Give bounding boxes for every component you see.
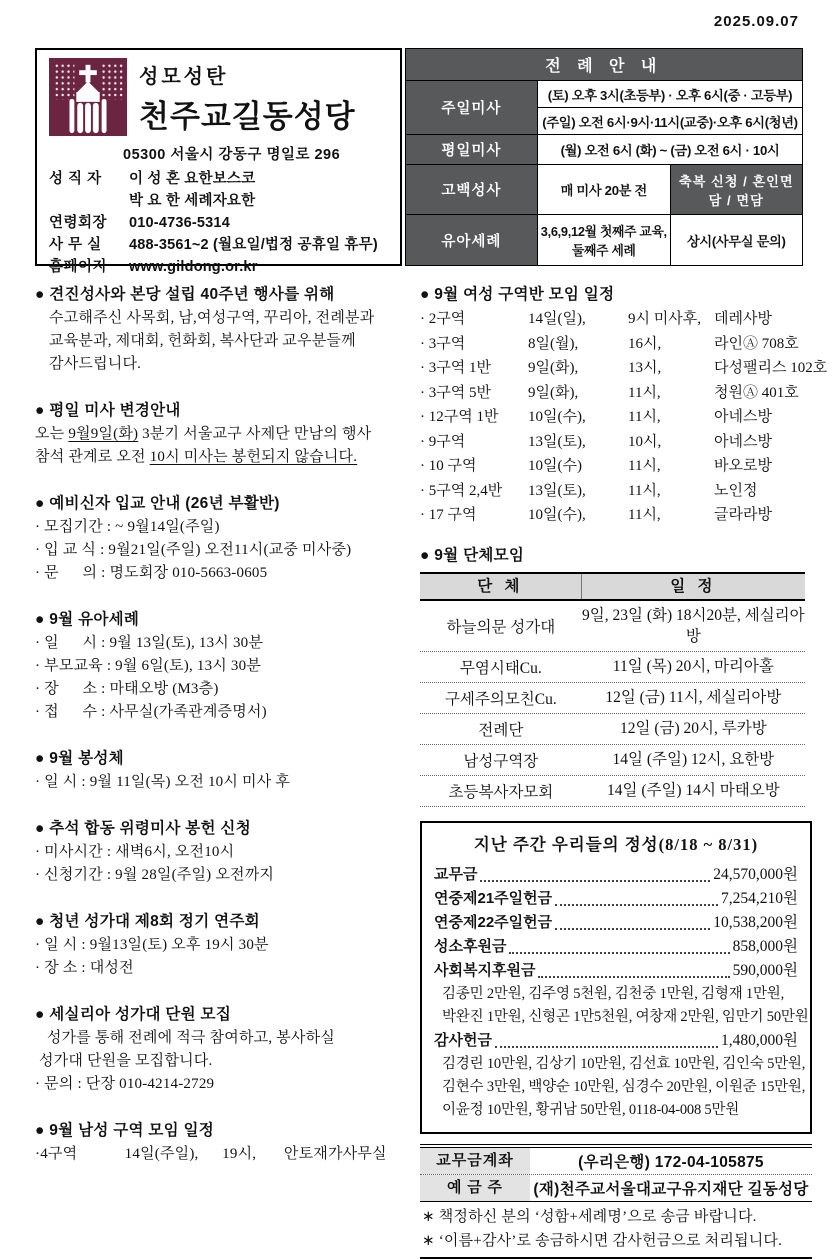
info-value: 488-3561~2 (월요일/법정 공휴일 휴무) — [129, 237, 378, 253]
section-title: ● 세실리아 성가대 단원 모집 — [35, 1006, 232, 1023]
time: 9시 미사후, — [628, 311, 701, 327]
section-line: 성가를 통해 전례에 적극 참여하고, 봉사하실 — [35, 1030, 335, 1046]
section-line: · 신청기간 : 9월 28일(주일) 오전까지 — [35, 867, 275, 883]
infant-baptism-note: 상시(사무실 문의) — [670, 215, 802, 266]
time: 11시, — [628, 409, 661, 425]
offering-label: 사회복지후원금 — [434, 961, 536, 979]
offering-row — [434, 935, 798, 959]
offering-row — [434, 887, 798, 911]
section-youth-choir-concert — [35, 910, 420, 980]
group-name: 전례단 — [478, 721, 524, 739]
offering-title: 지난 주간 우리들의 정성(8/18 ~ 8/31) — [473, 834, 759, 854]
offering-amount: 590,000원 — [732, 961, 798, 979]
donor-line: 김현수 3만원, 백양순 10만원, 심경수 20만원, 이원준 15만원, — [442, 1078, 806, 1095]
section-title: ● 9월 단체모임 — [420, 546, 525, 564]
table-row — [420, 601, 805, 652]
leader-dots — [538, 976, 729, 978]
section-cecilia-choir — [35, 1003, 420, 1096]
district: · 17 구역 — [420, 507, 477, 523]
account-note: ∗ ‘이름+감사’로 송금하시면 감사헌금으로 처리됩니다. — [422, 1232, 783, 1249]
date: 10일(수) — [528, 458, 582, 474]
section-title: ● 9월 여성 구역반 모임 일정 — [420, 286, 615, 303]
section-catechumen — [35, 492, 420, 585]
date: 8일(월), — [528, 335, 579, 352]
account-notes — [420, 1202, 812, 1259]
col-header-schedule: 일 정 — [670, 577, 717, 595]
account-holder: (재)천주교서울대교구유지재단 길동성당 — [533, 1180, 809, 1198]
group-name: 하늘의문 성가대 — [446, 618, 556, 636]
section-infant-baptism — [35, 608, 420, 724]
text-plain: 오는 — [35, 426, 69, 442]
place: 노인정 — [714, 482, 758, 499]
mass-schedule-table — [405, 48, 803, 266]
sunday-mass-sun: (주일) 오전 6시·9시·11시(교중)·오후 6시(청년) — [538, 108, 803, 135]
church-identity — [49, 58, 390, 136]
place: 바오로방 — [714, 458, 772, 474]
section-line: 교육분과, 제대회, 헌화회, 복사단과 교우분들께 — [49, 333, 356, 349]
time: 11시, — [628, 507, 661, 523]
info-value: 박 요 한 세례자요한 — [129, 193, 256, 209]
district: · 2구역 — [420, 311, 466, 327]
section-line: · 입 교 식 : 9월21일(주일) 오전11시(교중 미사중) — [35, 542, 352, 558]
section-line — [35, 423, 420, 446]
date: 14일(일), — [528, 311, 586, 327]
left-column — [35, 283, 420, 1189]
section-line: 성가대 단원을 모집합니다. — [35, 1053, 213, 1069]
district: · 3구역 5반 — [420, 384, 491, 401]
blessing-value: 축복 신청 / 혼인면담 / 면담 — [670, 164, 802, 215]
section-line: · 문의 : 단장 010-4214-2729 — [35, 1076, 215, 1092]
women-row — [420, 307, 812, 332]
place: 글라라방 — [714, 507, 772, 523]
leader-dots — [480, 880, 710, 882]
section-line: · 장 소 : 대성전 — [35, 960, 134, 976]
section-line: · 미사시간 : 새벽6시, 오전10시 — [35, 844, 235, 860]
district: · 5구역 2,4반 — [420, 482, 503, 499]
homepage-url: www.gildong.or.kr — [129, 259, 258, 275]
section-title: ● 예비신자 입교 안내 (26년 부활반) — [35, 495, 280, 512]
leader-dots — [555, 904, 718, 906]
section-title: ● 추석 합동 위령미사 봉헌 신청 — [35, 820, 251, 837]
women-row — [420, 479, 812, 504]
weekly-offering-box — [420, 821, 812, 1134]
district: · 12구역 1반 — [420, 409, 499, 425]
section-communion — [35, 747, 420, 794]
section-line: · 장 소 : 마태오방 (M3층) — [35, 681, 219, 697]
women-row — [420, 332, 812, 357]
group-schedule: 11일 (목) 20시, 마리아홀 — [612, 658, 774, 675]
section-line: · 문 의 : 명도회장 010-5663-0605 — [35, 565, 268, 581]
donor-line: 김경린 10만원, 김상기 10만원, 김선효 10만원, 김인숙 5만원, — [442, 1055, 806, 1072]
table-row — [420, 714, 805, 745]
group-schedule: 9일, 23일 (화) 18시20분, 세실리아방 — [582, 606, 805, 645]
section-line: 감사드립니다. — [49, 356, 142, 372]
issue-date: 2025.09.07 — [713, 13, 799, 30]
sunday-mass-label: 주일미사 — [405, 81, 537, 135]
time: 13시, — [628, 360, 662, 376]
time: 11시, — [628, 458, 661, 474]
church-name: 천주교길동성당 — [139, 99, 356, 134]
section-women-district — [420, 283, 828, 528]
date: 13일(토), — [528, 482, 586, 499]
text-plain: 3분기 서울교구 사제단 만남의 행사 — [138, 426, 372, 442]
info-value: 010-4736-5314 — [129, 215, 230, 231]
section-line: · 일 시 : 9월 11일(목) 오전 10시 미사 후 — [35, 774, 291, 790]
info-row-priest2 — [49, 190, 390, 212]
section-title: ● 평일 미사 변경안내 — [35, 402, 181, 419]
time: 10시, — [628, 433, 662, 450]
donor-line: 박완진 1만원, 신형곤 1만5천원, 여창재 2만원, 임만기 50만원 — [442, 1008, 809, 1025]
table-header — [420, 572, 805, 601]
account-label: 교무금계좌 — [420, 1148, 530, 1174]
info-row-homepage — [49, 256, 390, 278]
church-logo-icon — [49, 58, 127, 136]
account-row — [420, 1175, 812, 1202]
info-label: 연령회장 — [49, 215, 108, 231]
leader-dots — [509, 952, 729, 954]
group-name: 구세주의모친Cu. — [444, 690, 557, 708]
offering-row — [434, 959, 798, 983]
time: 16시, — [628, 335, 662, 352]
group-schedule: 14일 (주일) 14시 마태오방 — [606, 782, 780, 799]
offering-amount: 1,480,000원 — [721, 1031, 798, 1049]
women-row — [420, 430, 812, 455]
table-row — [420, 652, 805, 683]
sunday-mass-sat: (토) 오후 3시(초등부) · 오후 6시(중 · 고등부) — [538, 81, 803, 108]
women-row — [420, 381, 812, 406]
right-column — [420, 283, 828, 1259]
table-row — [420, 776, 805, 807]
women-row — [420, 356, 828, 381]
col-header-group: 단 체 — [420, 574, 582, 599]
section-title: ● 견진성사와 본당 설립 40주년 행사를 위해 — [35, 286, 335, 303]
date: 13일(토), — [528, 433, 586, 450]
place: 아네스방 — [714, 409, 772, 425]
offering-amount: 10,538,200원 — [713, 913, 798, 931]
section-title: ● 청년 성가대 제8회 정기 연주회 — [35, 913, 260, 930]
leader-dots — [555, 928, 710, 930]
church-titles — [139, 58, 356, 136]
section-line: 수고해주신 사목회, 남,여성구역, 꾸리아, 전례분과 — [49, 310, 375, 326]
district: · 3구역 1반 — [420, 360, 491, 376]
confession-value: 매 미사 20분 전 — [538, 164, 670, 215]
text-underlined: 9월9일(화) — [68, 426, 139, 442]
infant-baptism-label: 유아세례 — [405, 215, 537, 266]
section-line: · 모집기간 : ~ 9월14일(주일) — [35, 519, 220, 535]
offering-row — [434, 911, 798, 935]
account-number: (우리은행) 172-04-105875 — [578, 1153, 764, 1171]
table-row — [420, 745, 805, 776]
section-line: · 부모교육 : 9월 6일(토), 13시 30분 — [35, 658, 262, 674]
place: 청원Ⓐ 401호 — [714, 384, 799, 401]
section-weekday-mass-change — [35, 399, 420, 469]
date: 10일(수), — [528, 507, 586, 523]
group-name: 남성구역장 — [463, 752, 539, 770]
account-row — [420, 1148, 812, 1175]
district: · 9구역 — [420, 433, 466, 450]
place: 라인Ⓐ 708호 — [714, 335, 799, 352]
group-name: 초등복사자모회 — [448, 783, 554, 801]
section-line: ·4구역 14일(주일), 19시, 안토재가사무실 — [35, 1146, 387, 1162]
women-row — [420, 454, 812, 479]
offering-label: 교무금 — [434, 865, 478, 883]
section-anniversary — [35, 283, 420, 376]
offering-label: 연중제21주일헌금 — [434, 889, 553, 907]
donor-line: 김종민 2만원, 김주영 5천원, 김천중 1만원, 김형재 1만원, — [442, 985, 785, 1002]
section-title: ● 9월 봉성체 — [35, 750, 124, 767]
group-meetings-table — [420, 572, 805, 807]
info-row-phone — [49, 212, 390, 234]
confession-label: 고백성사 — [405, 164, 537, 215]
offering-row — [434, 863, 798, 887]
info-row-priest — [49, 168, 390, 190]
date: 9일(화), — [528, 360, 579, 376]
section-line: · 일 시 : 9월 13일(토), 13시 30분 — [35, 635, 264, 651]
weekday-mass-value: (월) 오전 6시 (화) ~ (금) 오전 6시 · 10시 — [538, 135, 803, 165]
section-line: · 일 시 : 9월13일(토) 오후 19시 30분 — [35, 937, 269, 953]
section-chuseok-mass — [35, 817, 420, 887]
weekday-mass-label: 평일미사 — [405, 135, 537, 165]
mass-table-title: 전 례 안 내 — [405, 49, 802, 81]
place: 데레사방 — [714, 311, 772, 327]
women-row — [420, 503, 812, 528]
account-label: 예 금 주 — [420, 1175, 530, 1201]
offering-amount: 858,000원 — [732, 937, 798, 955]
leader-dots — [495, 1046, 718, 1048]
info-label: 홈페이지 — [49, 259, 108, 275]
section-group-meetings — [420, 544, 812, 807]
info-value: 이 성 혼 요한보스코 — [129, 171, 256, 187]
offering-label: 연중제22주일헌금 — [434, 913, 553, 931]
text-underlined: 10시 미사는 봉헌되지 않습니다. — [149, 449, 358, 465]
table-row — [420, 683, 805, 714]
section-line: · 접 수 : 사무실(가족관계증명서) — [35, 704, 267, 720]
church-subtitle: 성모성탄 — [139, 66, 229, 88]
offering-label: 성소후원금 — [434, 937, 507, 955]
header — [35, 48, 803, 275]
section-title: ● 9월 유아세례 — [35, 611, 140, 628]
donor-line: 이윤정 10만원, 황귀남 50만원, 0118-04-008 5만원 — [442, 1101, 740, 1118]
text-plain: 참석 관계로 오전 — [35, 449, 150, 465]
district: · 10 구역 — [420, 458, 477, 474]
group-schedule: 12일 (금) 20시, 루카방 — [620, 720, 767, 737]
info-row-office — [49, 234, 390, 256]
offering-label: 감사헌금 — [434, 1031, 492, 1049]
account-note: ∗ 책정하신 분의 ‘성함+세례명’으로 송금 바랍니다. — [422, 1208, 757, 1225]
section-men-district — [35, 1119, 420, 1166]
info-label: 사 무 실 — [49, 237, 102, 253]
district: · 3구역 — [420, 335, 466, 352]
place: 다성팰리스 102호 — [714, 360, 828, 376]
group-schedule: 12일 (금) 11시, 세실리아방 — [605, 689, 782, 706]
info-label — [49, 190, 129, 212]
place: 아네스방 — [714, 433, 772, 450]
group-name: 무염시태Cu. — [459, 659, 542, 677]
offering-amount: 7,254,210원 — [721, 889, 798, 907]
time: 11시, — [628, 384, 661, 401]
infant-baptism-value: 3,6,9,12월 첫째주 교육, 둘째주 세례 — [538, 215, 670, 266]
date: 9일(화), — [528, 384, 579, 401]
offering-amount: 24,570,000원 — [713, 865, 798, 883]
group-schedule: 14일 (주일) 12시, 요한방 — [612, 751, 775, 768]
date: 10일(수), — [528, 409, 586, 425]
info-label: 성 직 자 — [49, 171, 102, 187]
section-title: ● 9월 남성 구역 모임 일정 — [35, 1122, 215, 1139]
women-row — [420, 405, 812, 430]
offering-row — [434, 1029, 798, 1053]
church-info-box — [35, 48, 402, 275]
account-info — [420, 1144, 812, 1259]
time: 11시, — [628, 482, 661, 499]
section-line — [35, 446, 420, 469]
church-address: 05300 서울시 강동구 명일로 296 — [123, 147, 341, 163]
